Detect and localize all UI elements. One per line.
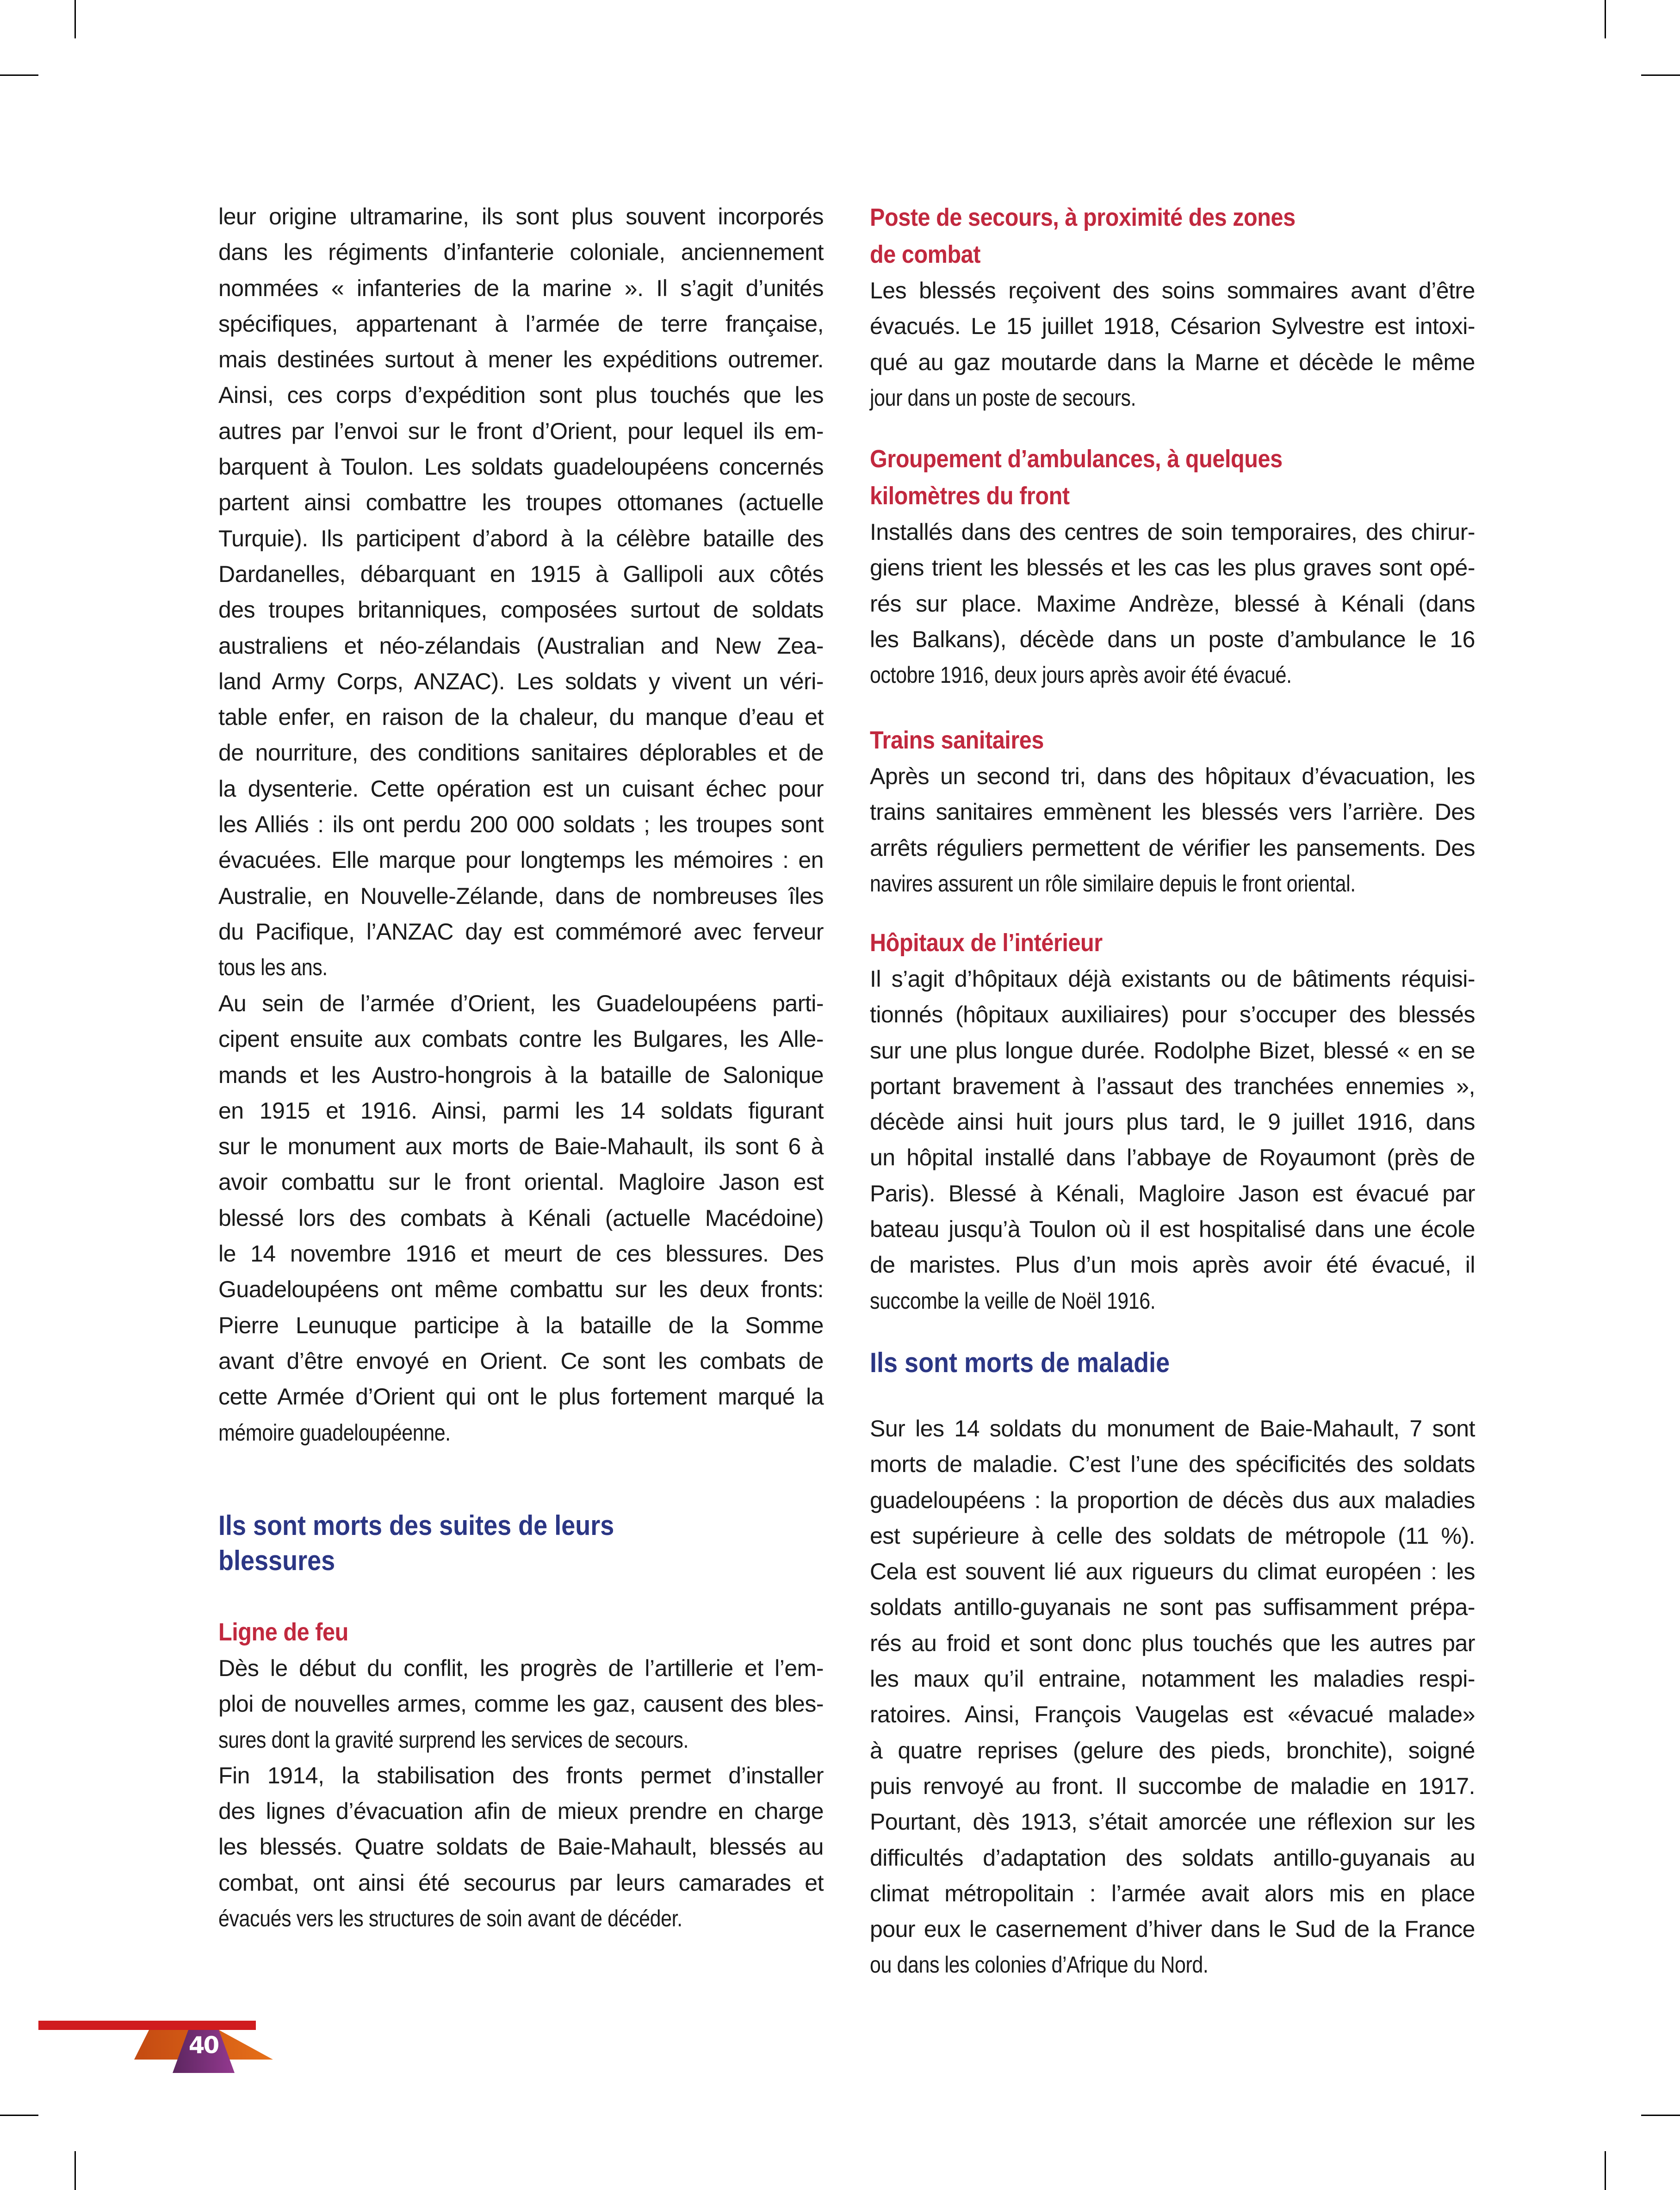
text-line: giens trient les blessés et les cas les plus graves sont opé- [870, 555, 1475, 581]
text-line: combat, ont ainsi été secourus par leurs camarades et [218, 1869, 824, 1896]
crop-mark-top-right-horizontal [1641, 74, 1680, 76]
text-line: évacués. Le 15 juillet 1918, Césarion Sylvestre est intoxi- [870, 313, 1475, 340]
text-line: les blessés. Quatre soldats de Baie-Mahault, blessés au [218, 1834, 824, 1860]
text-line: sur le monument aux morts de Baie-Mahault, ils sont 6 à [218, 1133, 824, 1160]
text-line: table enfer, en raison de la chaleur, du manque d’eau et [218, 704, 824, 730]
text-line: navires assurent un rôle similaire depuis le front oriental. [870, 870, 1356, 897]
text-line: Australie, en Nouvelle-Zélande, dans de nombreuses îles [218, 883, 824, 909]
section-heading: Ils sont morts de maladie [870, 1347, 1170, 1378]
text-line: tous les ans. [218, 954, 328, 981]
text-line: ploi de nouvelles armes, comme les gaz, causent des bles- [218, 1691, 824, 1717]
text-line: Ainsi, ces corps d’expédition sont plus touchés que les [218, 382, 824, 408]
text-line: qué au gaz moutarde dans la Marne et décède le même [870, 349, 1475, 375]
text-line: dans les régiments d’infanterie coloniale, anciennement [218, 239, 824, 266]
text-line: Sur les 14 soldats du monument de Baie-Mahault, 7 sont [870, 1416, 1475, 1441]
page-number-badge [0, 0, 324, 2190]
subsection-title: Ligne de feu [218, 1618, 348, 1646]
text-line: Installés dans des centres de soin temporaires, des chirur- [870, 519, 1475, 545]
text-line: cette Armée d’Orient qui ont le plus fortement marqué la [218, 1384, 824, 1410]
crop-mark-bottom-right-horizontal [1641, 2115, 1680, 2116]
text-line: en 1915 et 1916. Ainsi, parmi les 14 soldats figurant [218, 1097, 824, 1124]
text-line: de maristes. Plus d’un mois après avoir été évacué, il [870, 1252, 1475, 1278]
text-line: Il s’agit d’hôpitaux déjà existants ou de bâtiments réquisi- [870, 966, 1475, 992]
text-line: morts de maladie. C’est l’une des spécificités des soldats [870, 1451, 1475, 1478]
subsection-title: Hôpitaux de l’intérieur [870, 929, 1103, 957]
text-line: avoir combattu sur le front oriental. Magloire Jason est [218, 1169, 824, 1195]
text-line: climat métropolitain : l’armée avait alors mis en place [870, 1880, 1475, 1906]
text-line: bateau jusqu’à Toulon où il est hospitalisé dans une école [870, 1216, 1475, 1243]
text-line: ratoires. Ainsi, François Vaugelas est «évacué malade» [870, 1701, 1475, 1728]
text-line: mais destinées surtout à mener les expéditions outremer. [218, 346, 824, 373]
subsection-title: de combat [870, 241, 981, 268]
text-line: trains sanitaires emmènent les blessés vers l’arrière. Des [870, 799, 1475, 825]
text-line: arrêts réguliers permettent de vérifier les pansements. Des [870, 835, 1475, 861]
text-line: pour eux le casernement d’hiver dans le Sud de la France [870, 1916, 1475, 1943]
text-line: avant d’être envoyé en Orient. Ce sont les combats de [218, 1348, 824, 1374]
text-line: Turquie). Ils participent d’abord à la célèbre bataille des [218, 525, 824, 551]
text-line: sures dont la gravité surprend les services de secours. [218, 1726, 689, 1753]
text-line: les Alliés : ils ont perdu 200 000 soldats ; les troupes sont [218, 811, 824, 838]
subsection-title: kilomètres du front [870, 482, 1070, 510]
text-line: spécifiques, appartenant à l’armée de terre française, [218, 310, 824, 337]
text-line: les Balkans), décède dans un poste d’ambulance le 16 [870, 626, 1475, 652]
text-line: succombe la veille de Noël 1916. [870, 1287, 1156, 1314]
subsection-poste-de-secours [870, 199, 1475, 416]
text-line: évacuées. Elle marque pour longtemps les mémoires : en [218, 847, 824, 873]
text-line: Pierre Leunuque participe à la bataille de la Somme [218, 1312, 824, 1338]
text-line: Au sein de l’armée d’Orient, les Guadeloupéens parti- [218, 990, 824, 1016]
page-number: 40 [188, 2032, 218, 2059]
text-line: à quatre reprises (gelure des pieds, bronchite), soigné [870, 1737, 1475, 1763]
text-line: est supérieure à celle des soldats de métropole (11 %). [870, 1522, 1475, 1549]
text-line: rés au froid et sont donc plus touchés que les autres par [870, 1630, 1475, 1656]
text-line: la dysenterie. Cette opération est un cuisant échec pour [218, 775, 824, 802]
text-line: Dardanelles, débarquant en 1915 à Gallipoli aux côtés [218, 561, 824, 587]
text-line: évacués vers les structures de soin avant de décéder. [218, 1905, 682, 1932]
subsection-title: Groupement d’ambulances, à quelques [870, 445, 1283, 473]
text-line: portant bravement à l’assaut des tranchées ennemies », [870, 1073, 1475, 1099]
text-line: Pourtant, dès 1913, s’était amorcée une réflexion sur les [870, 1809, 1475, 1835]
subsection-trains-sanitaires [870, 722, 1475, 902]
text-line: Cela est souvent lié aux rigueurs du climat européen : les [870, 1559, 1475, 1585]
crop-mark-bottom-right-vertical [1605, 2151, 1606, 2190]
text-line: mémoire guadeloupéenne. [218, 1419, 451, 1446]
text-line: Paris). Blessé à Kénali, Magloire Jason est évacué par [870, 1180, 1475, 1206]
subsection-hopitaux-interieur [870, 924, 1475, 1319]
text-line: sur une plus longue durée. Rodolphe Bizet, blessé « en se [870, 1037, 1475, 1064]
text-line: les maux qu’il entraine, notamment les maladies respi- [870, 1666, 1475, 1692]
text-line: décède ainsi huit jours plus tard, le 9 juillet 1916, dans [870, 1109, 1475, 1135]
section-heading-line: Ils sont morts des suites de leurs [218, 1510, 614, 1541]
text-line: nommées « infanteries de la marine ». Il s’agit d’unités [218, 275, 824, 301]
subsection-title: Trains sanitaires [870, 726, 1044, 754]
text-line: Guadeloupéens ont même combattu sur les deux fronts: [218, 1276, 824, 1303]
text-line: ou dans les colonies d’Afrique du Nord. [870, 1952, 1209, 1978]
subsection-title: Poste de secours, à proximité des zones [870, 204, 1296, 231]
text-line: difficultés d’adaptation des soldats antillo-guyanais au [870, 1844, 1475, 1871]
text-line: barquent à Toulon. Les soldats guadeloupéens concernés [218, 454, 824, 480]
text-line: Les blessés reçoivent des soins sommaires avant d’être [870, 278, 1475, 303]
crop-mark-top-right-vertical [1605, 0, 1606, 38]
text-line: un hôpital installé dans l’abbaye de Royaumont (près de [870, 1144, 1475, 1171]
text-line: cipent ensuite aux combats contre les Bulgares, les Alle- [218, 1026, 824, 1052]
text-line: leur origine ultramarine, ils sont plus souvent incorporés [218, 204, 824, 229]
text-line: de nourriture, des conditions sanitaires déplorables et de [218, 740, 824, 766]
text-line: le 14 novembre 1916 et meurt de ces blessures. Des [218, 1241, 824, 1267]
text-line: Dès le début du conflit, les progrès de l’artillerie et l’em- [218, 1655, 824, 1681]
text-line: octobre 1916, deux jours après avoir été évacué. [870, 662, 1292, 688]
text-line: guadeloupéens : la proportion de décès dus aux maladies [870, 1487, 1475, 1513]
text-line: autres par l’envoi sur le front d’Orient, pour lequel ils em- [218, 418, 824, 444]
text-line: tionnés (hôpitaux auxiliaires) pour s’occuper des blessés [870, 1002, 1475, 1028]
text-line: Après un second tri, dans des hôpitaux d’évacuation, les [870, 763, 1475, 789]
text-line: jour dans un poste de secours. [870, 384, 1136, 411]
text-line: blessé lors des combats à Kénali (actuelle Macédoine) [218, 1205, 824, 1231]
text-line: soldats antillo-guyanais ne sont pas suffisamment prépa- [870, 1594, 1475, 1621]
text-line: puis renvoyé au front. Il succombe de maladie en 1917. [870, 1773, 1475, 1799]
text-line: des lignes d’évacuation afin de mieux prendre en charge [218, 1798, 824, 1825]
section-maladie [870, 1345, 1475, 1983]
text-line: rés sur place. Maxime Andrèze, blessé à Kénali (dans [870, 590, 1475, 617]
text-line: du Pacifique, l’ANZAC day est commémoré avec ferveur [218, 918, 824, 945]
text-line: land Army Corps, ANZAC). Les soldats y vivent un véri- [218, 668, 824, 694]
text-line: mands et les Austro-hongrois à la bataille de Salonique [218, 1062, 824, 1088]
text-line: australiens et néo-zélandais (Australian and New Zea- [218, 632, 824, 659]
section-heading-line: blessures [218, 1545, 335, 1576]
subsection-groupement-ambulances [870, 440, 1475, 693]
text-line: Fin 1914, la stabilisation des fronts permet d’installer [218, 1762, 824, 1788]
text-line: partent ainsi combattre les troupes ottomanes (actuelle [218, 489, 824, 516]
text-line: des troupes britanniques, composées surtout de soldats [218, 597, 824, 623]
